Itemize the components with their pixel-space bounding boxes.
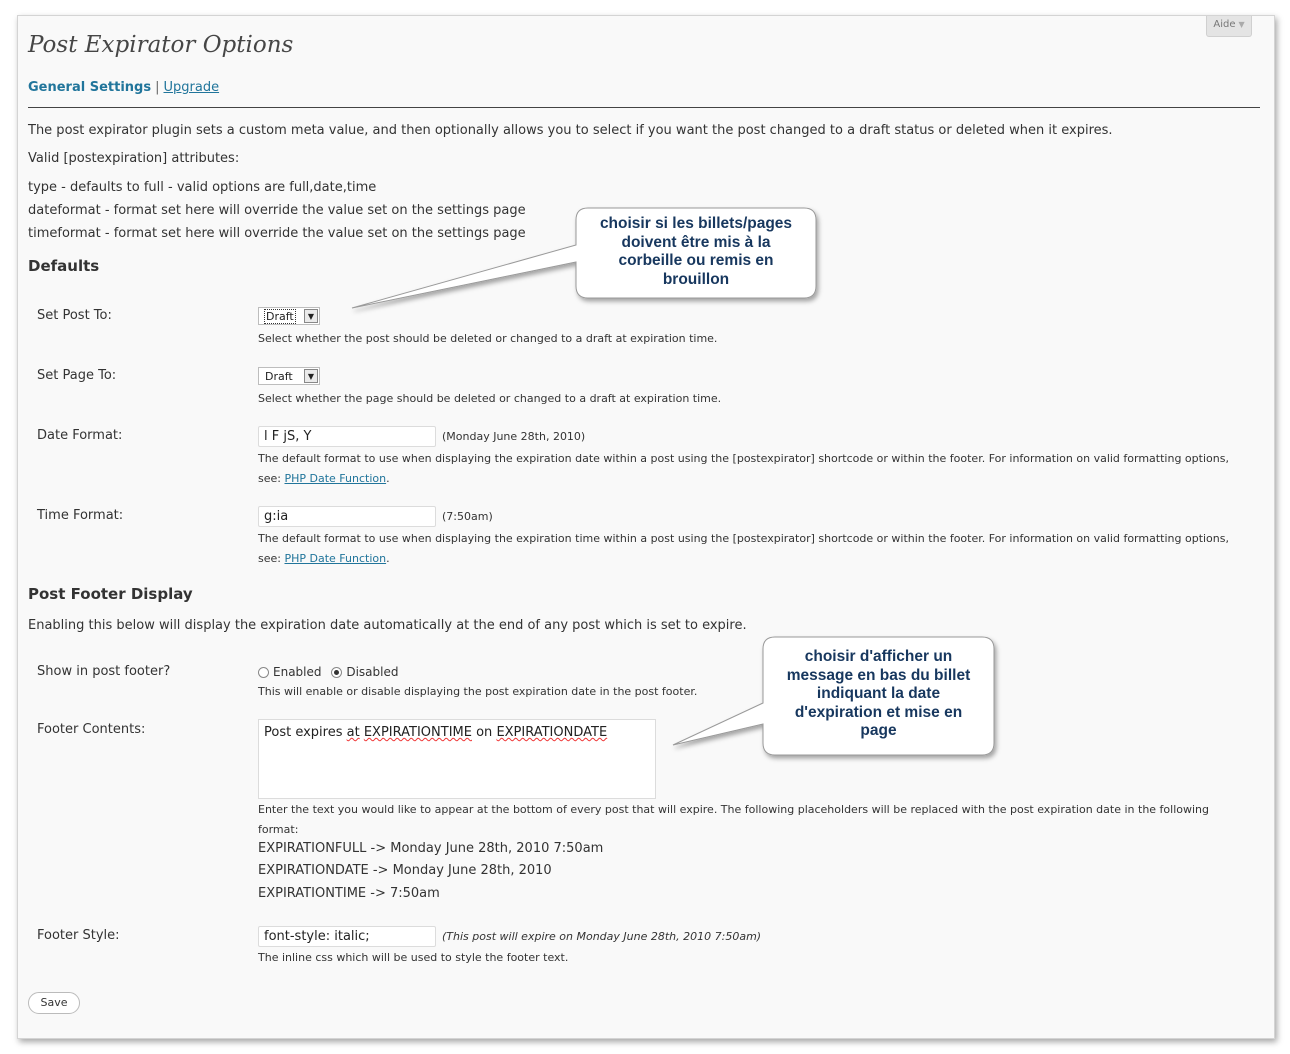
date-format-input[interactable]: l F jS, Y <box>258 426 436 447</box>
show-footer-description: This will enable or disable displaying the post expiration date in the post footer. <box>258 685 698 698</box>
date-format-desc-text: The default format to use when displaying the expiration date within a post using the [postexpirator] shortcode or within the footer. For information on valid formatting options, see: <box>258 452 1229 485</box>
disabled-radio-label[interactable]: Disabled <box>346 665 399 679</box>
footer-text-part: at <box>346 725 360 740</box>
tab-general-settings[interactable]: General Settings <box>28 80 152 95</box>
post-footer-intro: Enabling this below will display the expiration date automatically at the end of any post which is set to expire. <box>28 618 747 633</box>
callout-footer-message <box>763 648 994 741</box>
footer-contents-description: Enter the text you would like to appear at the bottom of every post that will expire. The following placeholders will be replaced with the post expiration date in the following format: <box>258 803 1210 836</box>
footer-style-example: (This post will expire on Monday June 28th, 2010 7:50am) <box>442 930 762 943</box>
set-page-value: Draft <box>265 370 293 383</box>
attribute-type: type - defaults to full - valid options are full,date,time <box>28 180 377 195</box>
footer-text-part: EXPIRATIONDATE <box>496 725 608 740</box>
help-label: Aide <box>1213 19 1236 30</box>
callout-trash-or-draft <box>576 215 816 289</box>
enabled-radio-label[interactable]: Enabled <box>273 665 322 679</box>
callout-line: choisir si les billets/pages <box>599 215 793 232</box>
callout-line: choisir d'afficher un <box>804 648 953 665</box>
time-format-label: Time Format: <box>37 508 124 523</box>
callout-line: brouillon <box>662 270 730 288</box>
attribute-timeformat: timeformat - format set here will override the value set on the settings page <box>28 226 526 241</box>
set-page-description: Select whether the page should be deleted or changed to a draft at expiration time. <box>258 392 722 405</box>
callout-line: page <box>860 722 897 739</box>
date-format-label: Date Format: <box>37 428 123 443</box>
chevron-down-icon: ▼ <box>1238 20 1245 29</box>
tab-upgrade[interactable]: Upgrade <box>163 80 220 95</box>
period: . <box>386 472 390 485</box>
date-format-example: (Monday June 28th, 2010) <box>442 430 586 443</box>
set-page-label: Set Page To: <box>37 368 117 383</box>
callout-line: d'expiration et mise en <box>794 703 963 721</box>
dropdown-arrow-icon[interactable]: ▼ <box>304 369 318 383</box>
footer-text-part: on <box>471 725 497 740</box>
format-expirationdate: EXPIRATIONDATE -> Monday June 28th, 2010 <box>258 863 552 878</box>
footer-style-description: The inline css which will be used to style the footer text. <box>258 951 569 964</box>
time-format-example: (7:50am) <box>442 510 493 523</box>
callout-line: doivent être mis à la <box>621 233 771 251</box>
time-format-input[interactable]: g:ia <box>258 506 436 527</box>
plugin-description: The post expirator plugin sets a custom meta value, and then optionally allows you to select if you want the post changed to a draft status or deleted when it expires. <box>28 123 1113 138</box>
attributes-title: Valid [postexpiration] attributes: <box>28 151 240 166</box>
save-button[interactable]: Save <box>28 992 80 1014</box>
php-date-function-link[interactable]: PHP Date Function <box>284 552 387 565</box>
time-format-desc-text: The default format to use when displaying the expiration time within a post using the [postexpirator] shortcode or within the footer. For information on valid formatting options, see: <box>258 532 1229 565</box>
set-post-description: Select whether the post should be deleted or changed to a draft at expiration time. <box>258 332 718 345</box>
format-expirationfull: EXPIRATIONFULL -> Monday June 28th, 2010 7:50am <box>258 841 604 856</box>
page-title: Post Expirator Options <box>28 32 294 58</box>
post-footer-heading: Post Footer Display <box>28 585 193 603</box>
format-expirationtime: EXPIRATIONTIME -> 7:50am <box>258 886 440 901</box>
callout-line: message en bas du billet <box>786 666 971 684</box>
callout-line: indiquant la date <box>816 685 941 702</box>
dropdown-arrow-icon[interactable]: ▼ <box>304 309 318 323</box>
attribute-dateformat: dateformat - format set here will override the value set on the settings page <box>28 203 526 218</box>
php-date-function-link[interactable]: PHP Date Function <box>284 472 387 485</box>
defaults-heading: Defaults <box>28 257 100 275</box>
footer-style-input[interactable]: font-style: italic; <box>258 926 436 947</box>
period: . <box>386 552 390 565</box>
set-post-value: Draft <box>266 310 294 323</box>
set-post-label: Set Post To: <box>37 308 112 323</box>
callout-line: corbeille ou remis en <box>618 252 774 269</box>
show-footer-label: Show in post footer? <box>37 664 171 679</box>
footer-contents-label: Footer Contents: <box>37 722 146 737</box>
subnav-separator: | <box>155 80 160 95</box>
footer-text-part: Post expires <box>264 725 347 740</box>
footer-style-label: Footer Style: <box>37 928 120 943</box>
footer-text-part: EXPIRATIONTIME <box>363 725 472 740</box>
